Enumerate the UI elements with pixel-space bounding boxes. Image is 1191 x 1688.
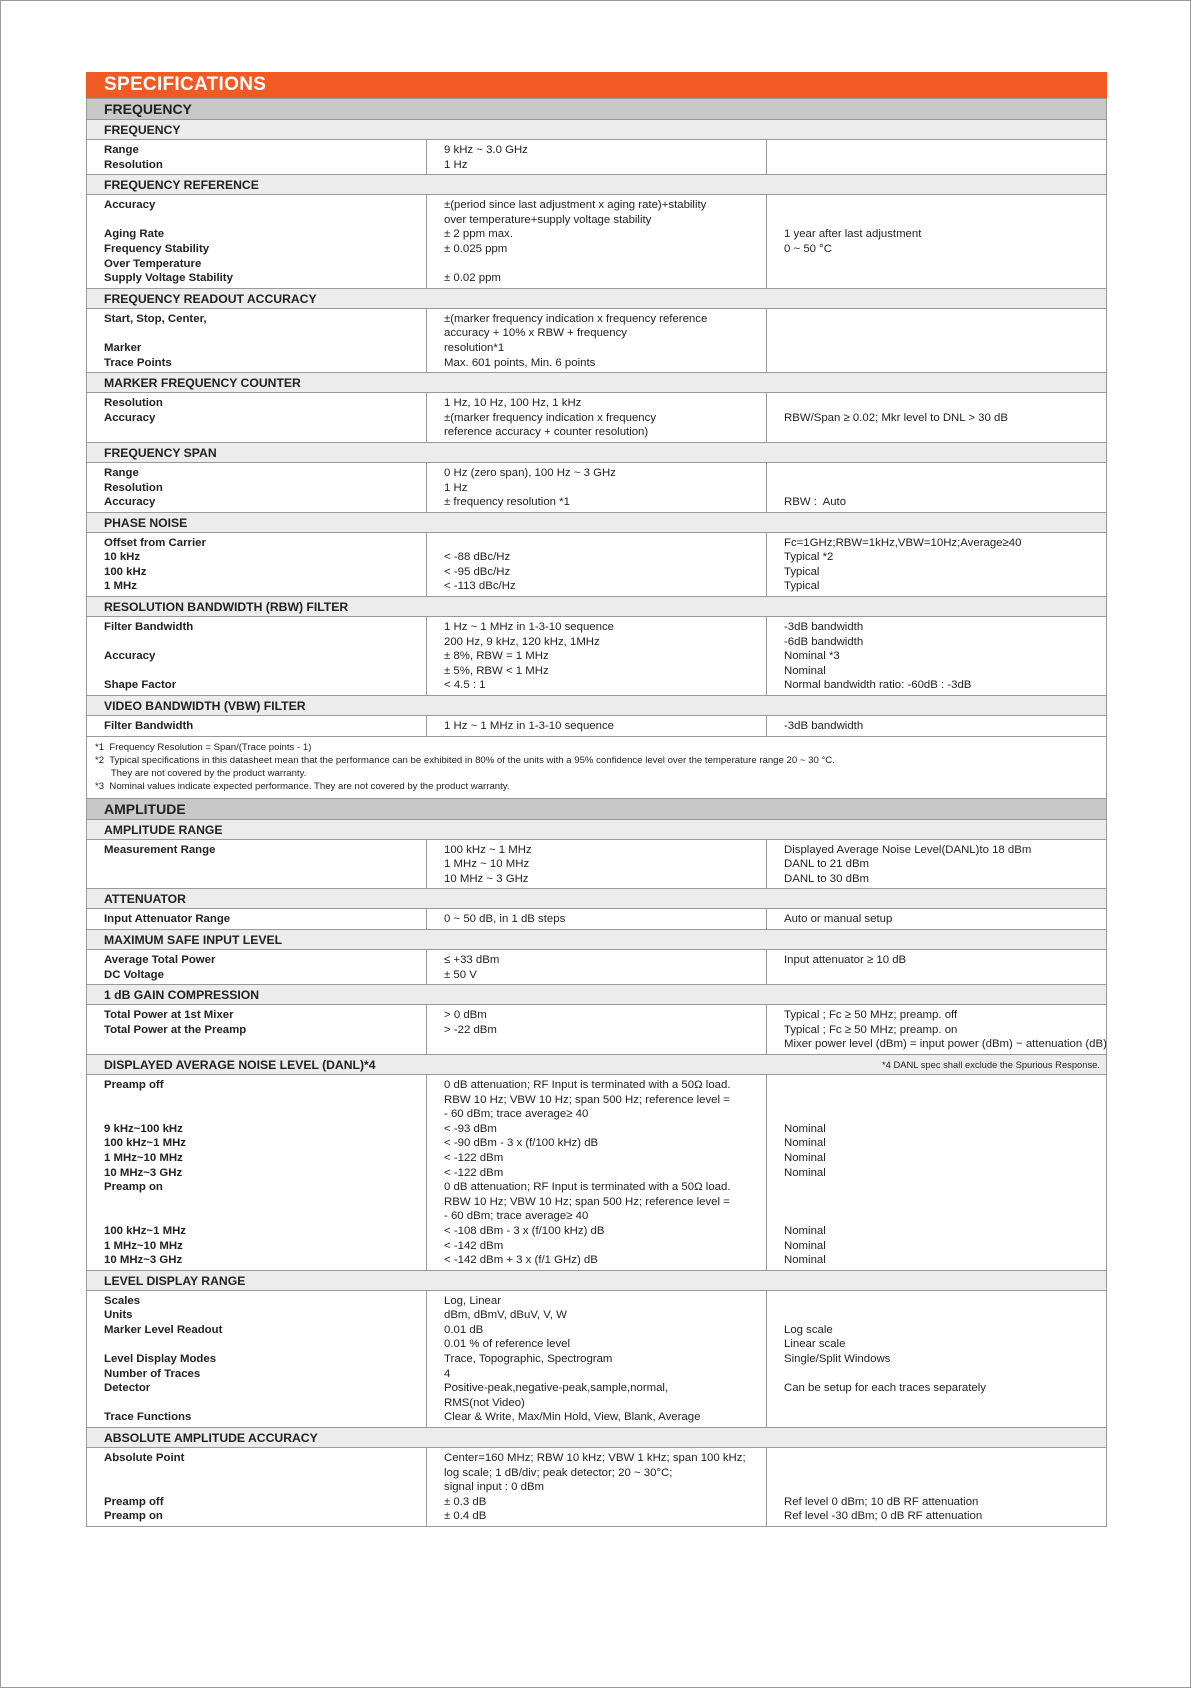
spec-value: Center=160 MHz; RBW 10 kHz; VBW 1 kHz; span 100 kHz; log scale; 1 dB/div; peak detector; 20 ~ 30°C; signal input : 0 dBm ± 0.3 dB ± 0.4 dB xyxy=(427,1448,767,1527)
spec-condition: Fc=1GHz;RBW=1kHz,VBW=10Hz;Average≥40 Typical *2 Typical Typical xyxy=(767,532,1107,596)
spec-value: 0 dB attenuation; RF Input is terminated with a 50Ω load. RBW 10 Hz; VBW 10 Hz; span 500 Hz; reference level = - 60 dBm; trace average≥ 40 < -93 dBm < -90 dBm - 3 x (f/100 kHz) dB < -122 dBm < -122 dBm 0 dB attenuation; RF Input is terminated with a 50Ω load. RBW 10 Hz; VBW 10 Hz; span 500 Hz; reference level = - 60 dBm; trace average≥ 40 < -108 dBm - 3 x (f/100 kHz) dB < -142 dBm < -142 dBm + 3 x (f/1 GHz) dB xyxy=(427,1074,767,1270)
spec-row xyxy=(87,532,1107,596)
spec-parameter: Input Attenuator Range xyxy=(87,909,427,930)
section-label xyxy=(87,1428,1107,1448)
spec-value: ±(marker frequency indication x frequency reference accuracy + 10% x RBW + frequency resolution*1 Max. 601 points, Min. 6 points xyxy=(427,308,767,372)
spec-condition: Typical ; Fc ≥ 50 MHz; preamp. off Typical ; Fc ≥ 50 MHz; preamp. on Mixer power level (dBm) = input power (dBm) − attenuation (dB) xyxy=(767,1005,1107,1055)
spec-parameter: Resolution Accuracy xyxy=(87,393,427,443)
section-title: VIDEO BANDWIDTH (VBW) FILTER xyxy=(104,699,306,714)
section-title: FREQUENCY xyxy=(104,123,181,137)
spec-parameter: Filter Bandwidth Accuracy Shape Factor xyxy=(87,617,427,696)
spec-condition: 1 year after last adjustment 0 ~ 50 °C xyxy=(767,195,1107,289)
subsection-header xyxy=(87,819,1107,839)
spec-parameter: Preamp off 9 kHz~100 kHz 100 kHz~1 MHz 1 MHz~10 MHz 10 MHz~3 GHz Preamp on 100 kHz~1 MHz 1 MHz~10 MHz 10 MHz~3 GHz xyxy=(87,1074,427,1270)
subsection-header xyxy=(87,1428,1107,1448)
section-title: MARKER FREQUENCY COUNTER xyxy=(104,376,301,391)
section-label xyxy=(87,696,1107,716)
spec-value: 0 ~ 50 dB, in 1 dB steps xyxy=(427,909,767,930)
spec-parameter: Start, Stop, Center, Marker Trace Points xyxy=(87,308,427,372)
section-label xyxy=(87,930,1107,950)
spec-parameter: Range Resolution xyxy=(87,140,427,175)
section-title: 1 dB GAIN COMPRESSION xyxy=(104,988,260,1003)
subsection-header xyxy=(87,696,1107,716)
section-label xyxy=(87,1270,1107,1290)
spec-value: > 0 dBm > -22 dBm xyxy=(427,1005,767,1055)
section-label xyxy=(87,819,1107,839)
section-label xyxy=(87,597,1107,617)
footnotes-row xyxy=(87,736,1107,798)
spec-value: 1 Hz, 10 Hz, 100 Hz, 1 kHz ±(marker frequency indication x frequency reference accuracy + counter resolution) xyxy=(427,393,767,443)
spec-parameter: Total Power at 1st Mixer Total Power at the Preamp xyxy=(87,1005,427,1055)
spec-row xyxy=(87,950,1107,985)
section-label xyxy=(87,798,1107,819)
spec-parameter: Range Resolution Accuracy xyxy=(87,462,427,512)
spec-condition: Ref level 0 dBm; 10 dB RF attenuation Ref level -30 dBm; 0 dB RF attenuation xyxy=(767,1448,1107,1527)
spec-parameter: Measurement Range xyxy=(87,839,427,889)
subsection-header xyxy=(87,985,1107,1005)
subsection-header xyxy=(87,288,1107,308)
spec-condition xyxy=(767,140,1107,175)
spec-row xyxy=(87,195,1107,289)
section-title: ATTENUATOR xyxy=(104,892,186,907)
section-label xyxy=(87,1054,1107,1074)
spec-value: 9 kHz ~ 3.0 GHz 1 Hz xyxy=(427,140,767,175)
spec-row xyxy=(87,617,1107,696)
spec-condition: RBW : Auto xyxy=(767,462,1107,512)
spec-parameter: Absolute Point Preamp off Preamp on xyxy=(87,1448,427,1527)
spec-row xyxy=(87,393,1107,443)
section-label xyxy=(87,512,1107,532)
section-title: FREQUENCY SPAN xyxy=(104,445,217,460)
spec-value: ±(period since last adjustment x aging rate)+stability over temperature+supply voltage stability ± 2 ppm max. ± 0.025 ppm ± 0.02 ppm xyxy=(427,195,767,289)
spec-condition: -3dB bandwidth -6dB bandwidth Nominal *3 Nominal Normal bandwidth ratio: -60dB : -3dB xyxy=(767,617,1107,696)
spec-parameter: Average Total Power DC Voltage xyxy=(87,950,427,985)
section-title: FREQUENCY READOUT ACCURACY xyxy=(104,291,317,306)
spec-row xyxy=(87,909,1107,930)
spec-parameter: Offset from Carrier 10 kHz 100 kHz 1 MHz xyxy=(87,532,427,596)
section-title: ABSOLUTE AMPLITUDE ACCURACY xyxy=(104,1431,318,1446)
section-label xyxy=(87,889,1107,909)
subsection-header xyxy=(87,930,1107,950)
subsection-header xyxy=(87,597,1107,617)
spec-row xyxy=(87,1290,1107,1427)
subsection-header xyxy=(87,889,1107,909)
spec-value: < -88 dBc/Hz < -95 dBc/Hz < -113 dBc/Hz xyxy=(427,532,767,596)
specifications-sheet xyxy=(86,72,1107,1527)
section-header xyxy=(87,99,1107,120)
section-label xyxy=(87,288,1107,308)
spec-row xyxy=(87,839,1107,889)
spec-row xyxy=(87,1005,1107,1055)
spec-parameter: Filter Bandwidth xyxy=(87,716,427,737)
spec-value: 1 Hz ~ 1 MHz in 1-3-10 sequence 200 Hz, 9 kHz, 120 kHz, 1MHz ± 8%, RBW = 1 MHz ± 5%, RBW < 1 MHz < 4.5 : 1 xyxy=(427,617,767,696)
spec-value: 1 Hz ~ 1 MHz in 1-3-10 sequence xyxy=(427,716,767,737)
spec-parameter: Accuracy Aging Rate Frequency Stability Over Temperature Supply Voltage Stability xyxy=(87,195,427,289)
subsection-header xyxy=(87,175,1107,195)
spec-row xyxy=(87,462,1107,512)
section-title: RESOLUTION BANDWIDTH (RBW) FILTER xyxy=(104,600,349,615)
spec-table xyxy=(86,98,1107,1527)
footnotes: *1 Frequency Resolution = Span/(Trace points - 1) *2 Typical specifications in this datasheet mean that the performance can be exhibited in 80% of the units with a 95% confidence level over the temperature range 20 ~ 30 °C. They are not covered by the product warranty. *3 Nominal values indicate expected performance. They are not covered by the product warranty. xyxy=(87,736,1107,798)
spec-row xyxy=(87,1074,1107,1270)
spec-condition: Log scale Linear scale Single/Split Windows Can be setup for each traces separately xyxy=(767,1290,1107,1427)
spec-condition: Nominal Nominal Nominal Nominal Nominal Nominal Nominal xyxy=(767,1074,1107,1270)
section-title: DISPLAYED AVERAGE NOISE LEVEL (DANL)*4 xyxy=(104,1057,376,1072)
spec-value: Log, Linear dBm, dBmV, dBuV, V, W 0.01 dB 0.01 % of reference level Trace, Topographic, Spectrogram 4 Positive-peak,negative-peak,sample,normal, RMS(not Video) Clear & Write, Max/Min Hold, View, Blank, Average xyxy=(427,1290,767,1427)
subsection-header xyxy=(87,373,1107,393)
section-title: PHASE NOISE xyxy=(104,515,188,530)
spec-parameter: Scales Units Marker Level Readout Level Display Modes Number of Traces Detector Trace Functions xyxy=(87,1290,427,1427)
subsection-header xyxy=(87,1054,1107,1074)
spec-condition: Displayed Average Noise Level(DANL)to 18 dBm DANL to 21 dBm DANL to 30 dBm xyxy=(767,839,1107,889)
section-label xyxy=(87,175,1107,195)
spec-condition: Auto or manual setup xyxy=(767,909,1107,930)
section-label xyxy=(87,985,1107,1005)
subsection-header xyxy=(87,1270,1107,1290)
section-title: FREQUENCY xyxy=(104,101,192,117)
spec-value: 100 kHz ~ 1 MHz 1 MHz ~ 10 MHz 10 MHz ~ 3 GHz xyxy=(427,839,767,889)
subsection-header xyxy=(87,120,1107,140)
section-title: AMPLITUDE xyxy=(104,800,186,817)
section-title: LEVEL DISPLAY RANGE xyxy=(104,1273,246,1288)
specifications-banner: SPECIFICATIONS xyxy=(86,72,1107,98)
subsection-header xyxy=(87,512,1107,532)
spec-condition: -3dB bandwidth xyxy=(767,716,1107,737)
section-label xyxy=(87,373,1107,393)
section-title: MAXIMUM SAFE INPUT LEVEL xyxy=(104,933,283,947)
subsection-header xyxy=(87,442,1107,462)
spec-row xyxy=(87,716,1107,737)
section-title: AMPLITUDE RANGE xyxy=(104,822,223,837)
section-label xyxy=(87,442,1107,462)
spec-row xyxy=(87,1448,1107,1527)
spec-value: 0 Hz (zero span), 100 Hz ~ 3 GHz 1 Hz ± frequency resolution *1 xyxy=(427,462,767,512)
spec-row xyxy=(87,140,1107,175)
section-header xyxy=(87,798,1107,819)
section-title: FREQUENCY REFERENCE xyxy=(104,178,259,193)
section-label xyxy=(87,99,1107,120)
spec-condition: RBW/Span ≥ 0.02; Mkr level to DNL > 30 dB xyxy=(767,393,1107,443)
spec-condition xyxy=(767,308,1107,372)
spec-condition: Input attenuator ≥ 10 dB xyxy=(767,950,1107,985)
spec-value: ≤ +33 dBm ± 50 V xyxy=(427,950,767,985)
section-note: *4 DANL spec shall exclude the Spurious Response. xyxy=(881,1058,1100,1070)
spec-row xyxy=(87,308,1107,372)
section-label xyxy=(87,120,1107,140)
